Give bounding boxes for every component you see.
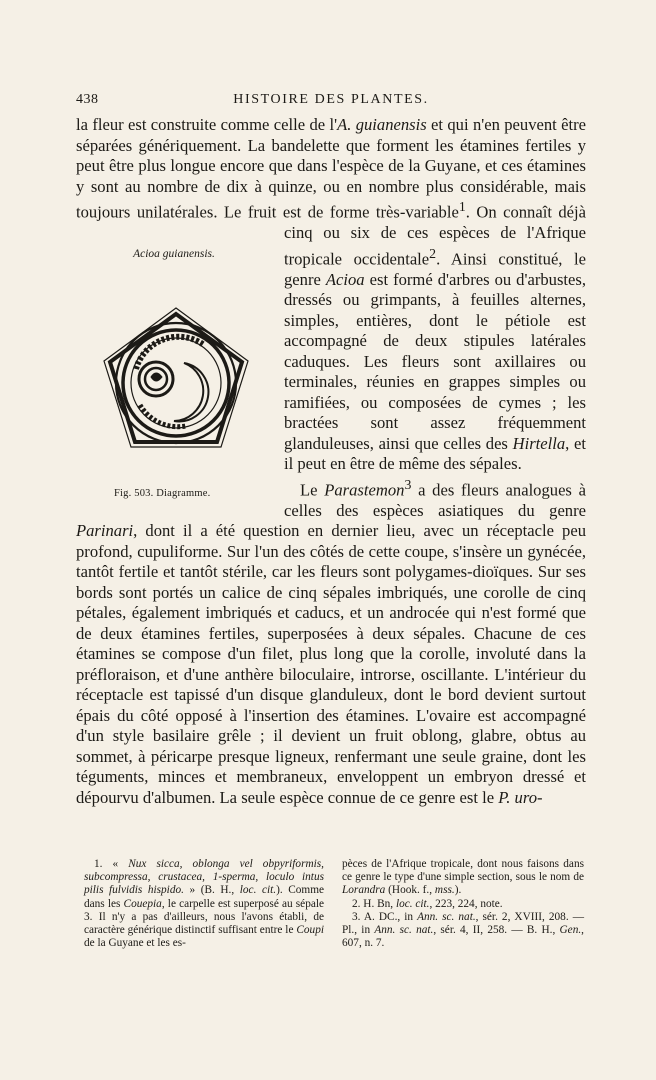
figure-title: Acioa guianensis. [133,248,215,261]
footnote-ref: 1 [458,199,466,214]
text-run: 1. « [94,858,129,870]
running-title: HISTOIRE DES PLANTES. [233,92,429,107]
italic-run: Acioa [325,269,365,289]
text-run: . Ainsi constitué, le genre [284,249,586,289]
text-run: , le carpelle est superposé au sépale 3. Il n'y a pas d'ailleurs, nous l'avons établi, de caractère générique distinctif suffisant entre le [84,897,325,937]
text-run: , 607, n. 7. [342,924,584,950]
text-run: pèces de l'Afrique tropicale, dont nous faisons dans ce genre le type d'une simple section, sous le nom de [342,858,584,884]
diagram-drawing [104,308,248,447]
floral-diagram [100,305,252,457]
text-run: la fleur est construite comme celle de l' [76,115,338,134]
footnote-2 [342,898,584,911]
figure-caption: Fig. 503. Diagramme. [114,488,211,500]
text-run: et qui n'en peuvent être séparées génériquement. La bandelette que forment les étamines fertiles y peut être plus longue encore que dans l'espèce de la Guyane, et ces étamines y sont au nombre de dix à quinze, ou en nombre plus considérable, mais toujours unilatérales. Le fruit est de forme très-variable [76,115,586,222]
text-run: , sér. 4, II, 258. — B. H., [433,924,560,937]
text-run: 2. H. Bn, [352,897,396,910]
text-run: , dont il a été question en dernier lieu, avec un réceptacle peu profond, cupuliforme. Sur l'un des côtés de cette coupe, s'insère un gynécée, tantôt fertile et tantôt stérile, car les fleurs sont polygames-dioïques. Sur ses bords sont portés un calice de cinq sépales imbriqués, une corolle de cinq pétales, également imbriqués et caducs, et un androcée qui n'est formé que de deux étamines fertiles, superposées à deux sépales. Chacune de ces étamines se compose d'un filet, plus long que la corolle, involuté dans la préfloraison, et d'une anthère biloculaire, introrse, oscillante. L'intérieur du réceptacle est tapissé d'un disque glanduleux, dont le bord devient surtout épais du côté opposé à l'insertion des étamines. L'ovaire est accompagné d'un style basilaire grêle ; il devient un fruit oblong, glabre, obtus au sommet, à péricarpe presque ligneux, renfermant une seule graine, dont les téguments, minces et membraneux, enveloppent un embryon dressé et dépourvu d'albumen. La seule espèce connue de ce genre est le [76,521,586,807]
italic-run: loc. cit. [395,897,430,910]
text-run: est formé d'arbres ou d'arbustes, dressés ou grimpants, à feuilles alternes, simples, entières, dont le pétiole est accompagné de deux stipules latérales caduques. Les fleurs sont axillaires ou terminales, réunies en grappes simples ou ramifiées, ou composées de cymes ; les bractées sont assez fréquemment glanduleuses, ainsi que celles des [284,269,586,453]
italic-run: Parastemon [324,480,405,500]
text-run: ). [454,884,462,897]
text-run: Le [300,480,325,500]
italic-run: mss. [434,884,455,897]
italic-run: Lorandra [342,884,386,897]
footnote-1-continued [342,858,584,898]
footnotes-right-column [342,858,584,950]
footnote-ref: 3 [404,476,412,492]
footnotes-left-column [84,858,324,950]
text-run: , et il peut en être de même des sépales. [284,433,586,474]
text-run: . On connaît déjà cinq ou six de ces espèces de l'Afrique tropicale occidentale [284,202,587,269]
disc-crescent [174,363,208,421]
italic-run: Gen. [559,924,582,937]
italic-run: Hirtella [512,433,566,453]
text-run: a des fleurs analogues à celles des espèces asiatiques du genre [284,480,586,520]
figure-503 [76,225,272,503]
italic-run: Coupi [296,924,324,937]
paragraph-2 [76,475,586,809]
ovule [151,373,162,381]
text-run: , 223, 224, note. [429,897,503,910]
italic-run: loc. cit. [239,884,277,897]
footnote-1 [84,858,324,950]
main-text [76,115,586,808]
footnote-ref: 2 [429,245,437,261]
page-header [76,92,586,112]
italic-run: Couepia [123,897,162,910]
italic-run: Parinari [76,521,134,541]
stamen-arc-lower [140,405,186,427]
italic-run: Ann. sc. nat. [374,924,434,937]
italic-run: Nux sicca, oblonga vel obpyriformis, subcompressa, crustacea, 1-sperma, loculo intus pilis fulvidis hispido. [84,858,324,897]
text-run: de la Guyane et les es- [84,937,186,950]
sepal-ring [116,323,236,443]
italic-run: P. uro- [498,787,543,807]
italic-run: A. guianensis [337,115,427,134]
text-run: (Hook. f., [385,884,435,897]
text-run: 3. A. DC., in [352,910,418,923]
text-run: , sér. 2, XVIII, 208. — Pl., in [342,910,584,937]
page-number: 438 [76,92,99,107]
text-run: ). Comme dans les [84,884,324,910]
italic-run: Ann. sc. nat. [417,910,476,923]
text-run: » (B. H., [183,884,240,897]
footnote-3 [342,911,584,951]
